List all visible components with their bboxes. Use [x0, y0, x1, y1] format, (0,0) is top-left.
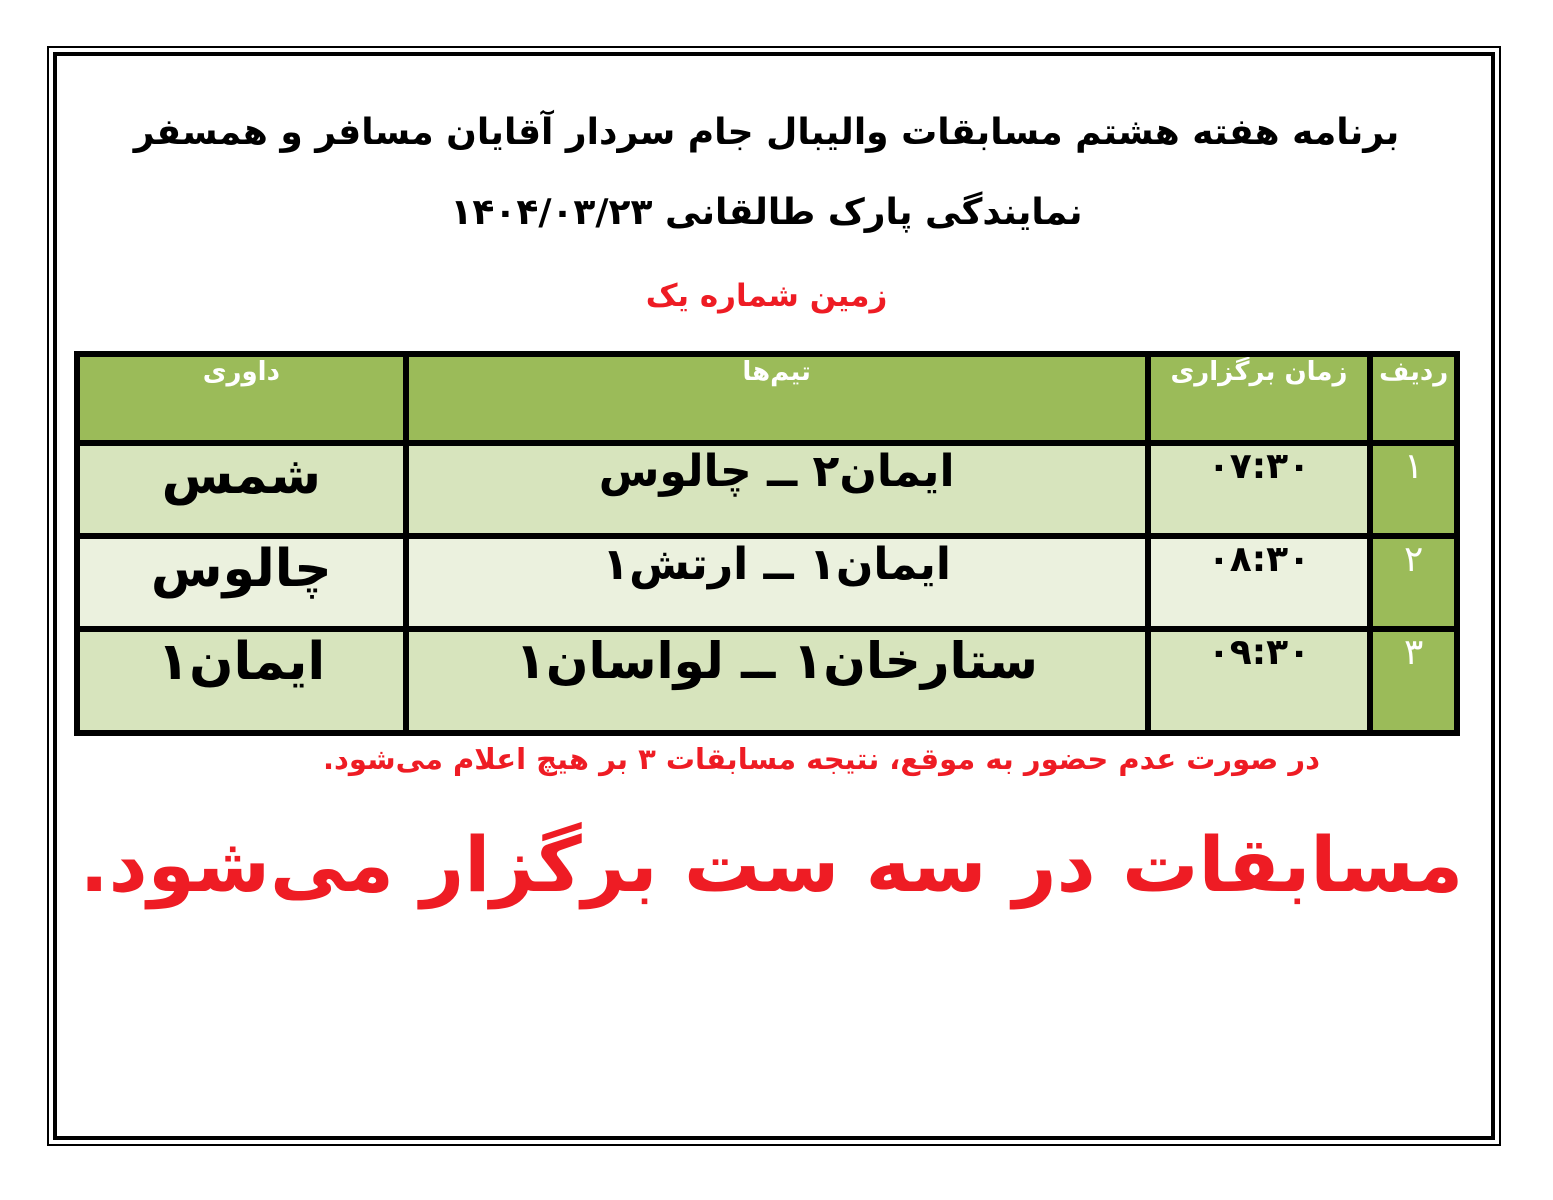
table-header-row [80, 357, 1454, 440]
column-header-teams: تیم‌ها [409, 357, 1145, 440]
schedule-table [74, 351, 1460, 736]
referee-cell: شمس [80, 446, 403, 533]
match-teams-cell: ایمان۲ ــ چالوس [409, 446, 1145, 533]
referee-cell: چالوس [80, 539, 403, 626]
column-header-row-number: ردیف [1373, 357, 1454, 440]
three-sets-notice: مسابقات در سه ست برگزار می‌شود. [79, 820, 1464, 909]
match-time-cell: ۰۷:۳۰ [1151, 446, 1368, 533]
match-teams-cell: ستارخان۱ ــ لواسان۱ [409, 632, 1145, 730]
absence-notice: در صورت عدم حضور به موقع، نتیجه مسابقات ۳ بر هیچ اعلام می‌شود. [323, 742, 1320, 776]
table-row [80, 446, 1454, 533]
row-number-cell: ۱ [1373, 446, 1454, 533]
page-title-line-1: برنامه هفته هشتم مسابقات والیبال جام سردار آقایان مسافر و همسفر [133, 112, 1400, 153]
table-row [80, 632, 1454, 730]
court-subtitle: زمین شماره یک [645, 278, 888, 314]
match-teams-cell: ایمان۱ ــ ارتش۱ [409, 539, 1145, 626]
column-header-time: زمان برگزاری [1151, 357, 1368, 440]
table-row [80, 539, 1454, 626]
match-time-cell: ۰۸:۳۰ [1151, 539, 1368, 626]
row-number-cell: ۳ [1373, 632, 1454, 730]
page-title-line-2: نمایندگی پارک طالقانی ۱۴۰۴/۰۳/۲۳ [450, 192, 1083, 233]
column-header-referee: داوری [80, 357, 403, 440]
match-time-cell: ۰۹:۳۰ [1151, 632, 1368, 730]
row-number-cell: ۲ [1373, 539, 1454, 626]
referee-cell: ایمان۱ [80, 632, 403, 730]
schedule-table-frame [74, 351, 1460, 736]
